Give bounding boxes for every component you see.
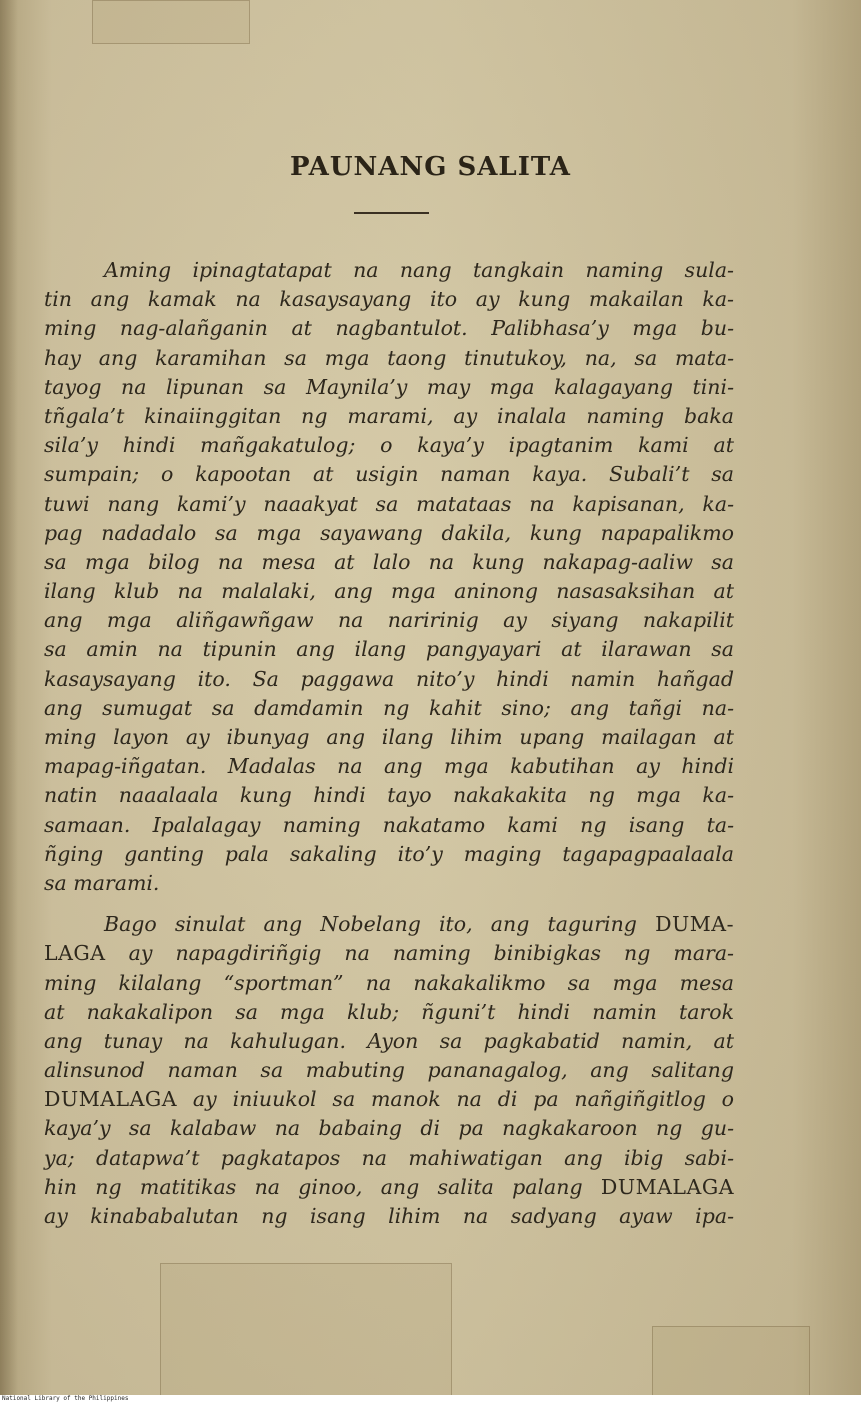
paper-stain-top: [92, 0, 250, 44]
text-line: ming nag-alañganin at nagbantulot. Palibhasa’y mga bu-: [44, 316, 734, 341]
text-line: ming kilalang “sportman” na nakakalikmo sa mga mesa: [44, 970, 734, 995]
text-line: pag nadadalo sa mga sayawang dakila, kung napapalikmo: [44, 520, 734, 545]
paragraph-2: [44, 910, 734, 1231]
text-line: samaan. Ipalalagay naming nakatamo kami ng isang ta-: [44, 812, 734, 837]
text-line: hin ng matitikas na ginoo, ang salita palang DUMALAGA: [44, 1174, 734, 1199]
text-line: tin ang kamak na kasaysayang ito ay kung makailan ka-: [44, 287, 734, 312]
text-line: ya; datapwa’t pagkatapos na mahiwatigan ang ibig sabi-: [44, 1145, 734, 1170]
text-line: LAGA ay napagdiriñgig na naming binibigkas ng mara-: [44, 941, 734, 966]
footer-credit: National Library of the Philippines: [2, 1395, 129, 1402]
text-line: alinsunod naman sa mabuting pananagalog, ang salitang: [44, 1058, 734, 1083]
text-line: tayog na lipunan sa Maynila’y may mga kalagayang tini-: [44, 374, 734, 399]
paragraph-1: [44, 256, 734, 898]
text-line: tñgala’t kinaiinggitan ng marami, ay inalala naming baka: [44, 403, 734, 428]
text-line: sa mga bilog na mesa at lalo na kung nakapag-aaliw sa: [44, 549, 734, 574]
paper-stain-bottom-right: [652, 1326, 810, 1395]
title-divider: [354, 212, 429, 214]
preface-body: [44, 256, 734, 1231]
text-line: kasaysayang ito. Sa paggawa nito’y hindi namin hañgad: [44, 666, 734, 691]
text-line: ang sumugat sa damdamin ng kahit sino; ang tañgi na-: [44, 695, 734, 720]
text-line: DUMALAGA ay iniuukol sa manok na di pa nañgiñgitlog o: [44, 1087, 734, 1112]
text-line: hay ang karamihan sa mga taong tinutukoy, na, sa mata-: [44, 345, 734, 370]
text-line: mapag-iñgatan. Madalas na ang mga kabutihan ay hindi: [44, 754, 734, 779]
text-line: sa marami.: [44, 870, 160, 895]
page-edge-shadow: [0, 0, 18, 1395]
text-line: Aming ipinagtatapat na nang tangkain naming sula-: [104, 258, 734, 282]
footer-bar: [0, 1395, 861, 1403]
text-line: ñging ganting pala sakaling ito’y maging tagapagpaalaala: [44, 841, 734, 866]
paper-stain-bottom-left: [160, 1263, 452, 1395]
text-line: kaya’y sa kalabaw na babaing di pa nagkakaroon ng gu-: [44, 1116, 734, 1141]
text-line: ay kinababalutan ng isang lihim na sadyang ayaw ipa-: [44, 1204, 734, 1228]
text-line: ilang klub na malalaki, ang mga aninong nasasaksihan at: [44, 579, 734, 604]
text-line: sumpain; o kapootan at usigin naman kaya. Subali’t sa: [44, 462, 734, 487]
text-line: tuwi nang kami’y naaakyat sa matataas na kapisanan, ka-: [44, 491, 734, 516]
page-title: PAUNANG SALITA: [290, 152, 571, 182]
text-line: ang mga aliñgawñgaw na naririnig ay siyang nakapilit: [44, 608, 734, 633]
text-line: sa amin na tipunin ang ilang pangyayari at ilarawan sa: [44, 637, 734, 662]
text-line: ang tunay na kahulugan. Ayon sa pagkabatid namin, at: [44, 1028, 734, 1053]
text-line: at nakakalipon sa mga klub; ñguni’t hindi namin tarok: [44, 999, 734, 1024]
text-line: Bago sinulat ang Nobelang ito, ang taguring DUMA-: [104, 912, 734, 937]
text-line: sila’y hindi mañgakatulog; o kaya’y ipagtanim kami at: [44, 433, 734, 458]
text-line: natin naaalaala kung hindi tayo nakakakita ng mga ka-: [44, 783, 734, 808]
text-line: ming layon ay ibunyag ang ilang lihim upang mailagan at: [44, 725, 734, 749]
